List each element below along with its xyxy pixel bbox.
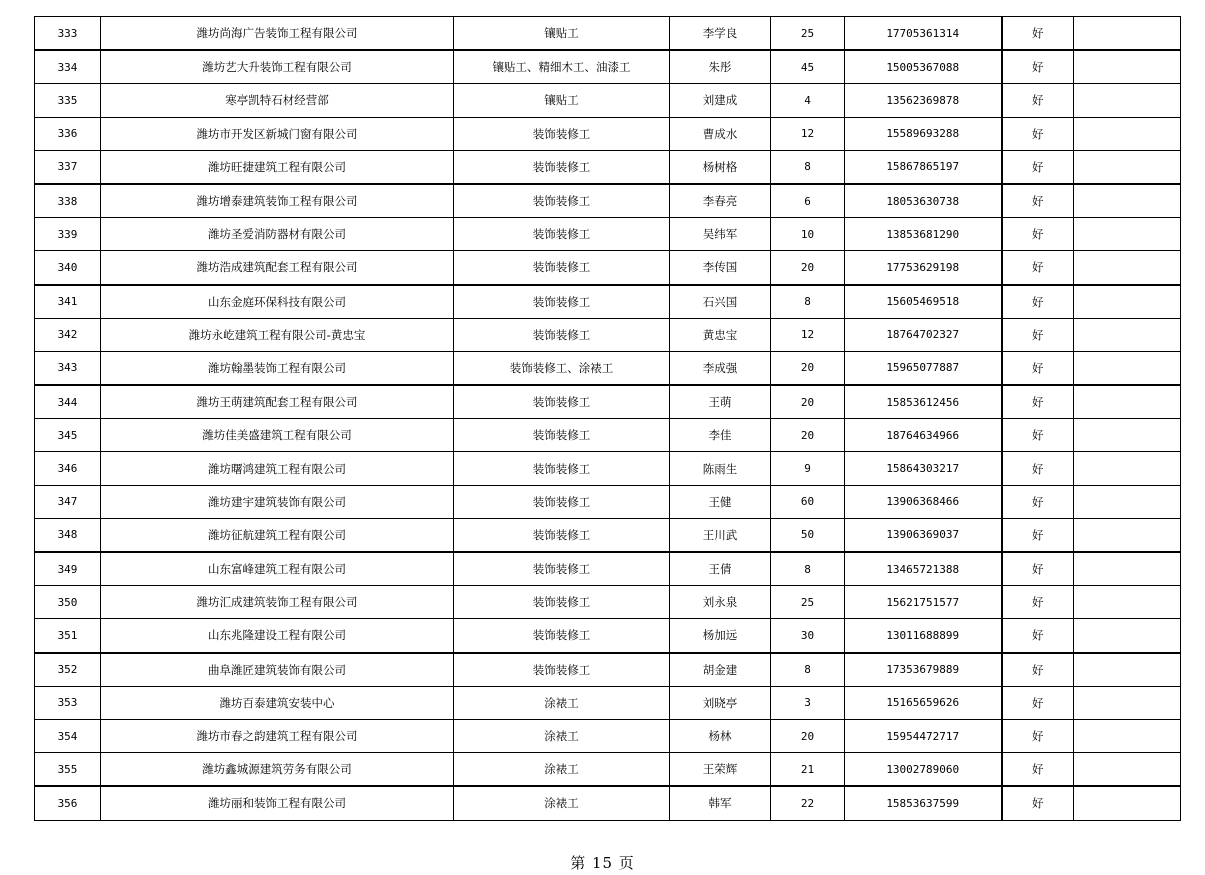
row-number-cell: 345 (35, 419, 101, 452)
row-number-cell: 335 (35, 84, 101, 117)
company-name-cell: 潍坊市开发区新城门窗有限公司 (101, 117, 454, 150)
trade-type-cell: 装饰装修工 (454, 184, 670, 218)
contact-person-cell: 杨加远 (670, 619, 771, 653)
contact-person-cell: 刘建成 (670, 84, 771, 117)
rating-cell: 好 (1002, 351, 1074, 385)
trade-type-cell: 装饰装修工 (454, 485, 670, 518)
row-number-cell: 337 (35, 150, 101, 184)
phone-number-cell: 15005367088 (845, 50, 1002, 84)
contact-person-cell: 陈雨生 (670, 452, 771, 485)
rating-cell: 好 (1002, 518, 1074, 552)
contact-person-cell: 王倩 (670, 552, 771, 586)
row-number-cell: 355 (35, 753, 101, 787)
table-row (35, 586, 1181, 619)
remark-cell (1074, 17, 1181, 51)
trade-type-cell: 装饰装修工 (454, 419, 670, 452)
phone-number-cell: 18053630738 (845, 184, 1002, 218)
row-number-cell: 354 (35, 719, 101, 752)
remark-cell (1074, 452, 1181, 485)
worker-count-cell: 25 (771, 586, 845, 619)
company-name-cell: 潍坊征航建筑工程有限公司 (101, 518, 454, 552)
row-number-cell: 356 (35, 786, 101, 820)
contact-person-cell: 李佳 (670, 419, 771, 452)
trade-type-cell: 装饰装修工 (454, 586, 670, 619)
remark-cell (1074, 184, 1181, 218)
rating-cell: 好 (1002, 719, 1074, 752)
table-row (35, 318, 1181, 351)
contact-person-cell: 杨林 (670, 719, 771, 752)
company-name-cell: 曲阜潍匠建筑装饰有限公司 (101, 653, 454, 687)
company-name-cell: 潍坊建宇建筑装饰有限公司 (101, 485, 454, 518)
company-name-cell: 山东金庭环保科技有限公司 (101, 285, 454, 319)
row-number-cell: 343 (35, 351, 101, 385)
company-name-cell: 潍坊佳美盛建筑工程有限公司 (101, 419, 454, 452)
worker-count-cell: 4 (771, 84, 845, 117)
row-number-cell: 349 (35, 552, 101, 586)
worker-count-cell: 50 (771, 518, 845, 552)
contact-person-cell: 吴纬军 (670, 218, 771, 251)
phone-number-cell: 15867865197 (845, 150, 1002, 184)
table-row (35, 619, 1181, 653)
phone-number-cell: 13465721388 (845, 552, 1002, 586)
trade-type-cell: 装饰装修工 (454, 518, 670, 552)
row-number-cell: 340 (35, 251, 101, 285)
table-row (35, 285, 1181, 319)
rating-cell: 好 (1002, 552, 1074, 586)
remark-cell (1074, 285, 1181, 319)
phone-number-cell: 15605469518 (845, 285, 1002, 319)
company-name-cell: 潍坊艺大升装饰工程有限公司 (101, 50, 454, 84)
phone-number-cell: 15965077887 (845, 351, 1002, 385)
worker-count-cell: 20 (771, 351, 845, 385)
contact-person-cell: 刘永泉 (670, 586, 771, 619)
trade-type-cell: 涂裱工 (454, 719, 670, 752)
row-number-cell: 353 (35, 686, 101, 719)
table-row (35, 786, 1181, 820)
company-name-cell: 寒亭凯特石材经营部 (101, 84, 454, 117)
company-name-cell: 潍坊王萌建筑配套工程有限公司 (101, 385, 454, 419)
table-row (35, 218, 1181, 251)
phone-number-cell: 13906368466 (845, 485, 1002, 518)
worker-count-cell: 20 (771, 385, 845, 419)
trade-type-cell: 镶贴工 (454, 17, 670, 51)
trade-type-cell: 装饰装修工 (454, 318, 670, 351)
contact-person-cell: 李春亮 (670, 184, 771, 218)
contact-person-cell: 石兴国 (670, 285, 771, 319)
company-name-cell: 潍坊圣爱消防器材有限公司 (101, 218, 454, 251)
remark-cell (1074, 653, 1181, 687)
table-row (35, 50, 1181, 84)
company-name-cell: 山东兆隆建设工程有限公司 (101, 619, 454, 653)
rating-cell: 好 (1002, 251, 1074, 285)
table-row (35, 251, 1181, 285)
contact-person-cell: 李传国 (670, 251, 771, 285)
row-number-cell: 339 (35, 218, 101, 251)
contact-person-cell: 王健 (670, 485, 771, 518)
remark-cell (1074, 786, 1181, 820)
remark-cell (1074, 50, 1181, 84)
table-row (35, 84, 1181, 117)
contact-person-cell: 王荣辉 (670, 753, 771, 787)
table-row (35, 518, 1181, 552)
remark-cell (1074, 753, 1181, 787)
table-row (35, 485, 1181, 518)
phone-number-cell: 15589693288 (845, 117, 1002, 150)
rating-cell: 好 (1002, 419, 1074, 452)
company-name-cell: 潍坊旺捷建筑工程有限公司 (101, 150, 454, 184)
phone-number-cell: 15621751577 (845, 586, 1002, 619)
remark-cell (1074, 552, 1181, 586)
phone-number-cell: 13002789060 (845, 753, 1002, 787)
company-name-cell: 潍坊丽和装饰工程有限公司 (101, 786, 454, 820)
trade-type-cell: 装饰装修工 (454, 117, 670, 150)
row-number-cell: 334 (35, 50, 101, 84)
worker-count-cell: 30 (771, 619, 845, 653)
remark-cell (1074, 218, 1181, 251)
phone-number-cell: 17705361314 (845, 17, 1002, 51)
remark-cell (1074, 385, 1181, 419)
phone-number-cell: 15954472717 (845, 719, 1002, 752)
remark-cell (1074, 351, 1181, 385)
row-number-cell: 346 (35, 452, 101, 485)
remark-cell (1074, 84, 1181, 117)
phone-number-cell: 17753629198 (845, 251, 1002, 285)
remark-cell (1074, 586, 1181, 619)
phone-number-cell: 15864303217 (845, 452, 1002, 485)
table-body (35, 17, 1181, 821)
worker-count-cell: 8 (771, 653, 845, 687)
rating-cell: 好 (1002, 485, 1074, 518)
rating-cell: 好 (1002, 150, 1074, 184)
trade-type-cell: 装饰装修工 (454, 552, 670, 586)
worker-count-cell: 3 (771, 686, 845, 719)
remark-cell (1074, 419, 1181, 452)
trade-type-cell: 装饰装修工 (454, 385, 670, 419)
contact-person-cell: 曹成水 (670, 117, 771, 150)
table-row (35, 184, 1181, 218)
table-row (35, 385, 1181, 419)
company-name-cell: 潍坊百泰建筑安装中心 (101, 686, 454, 719)
contact-person-cell: 胡金建 (670, 653, 771, 687)
worker-count-cell: 45 (771, 50, 845, 84)
trade-type-cell: 镶贴工 (454, 84, 670, 117)
worker-count-cell: 12 (771, 117, 845, 150)
company-name-cell: 潍坊翰墨装饰工程有限公司 (101, 351, 454, 385)
contact-person-cell: 刘晓亭 (670, 686, 771, 719)
company-name-cell: 潍坊浩成建筑配套工程有限公司 (101, 251, 454, 285)
phone-number-cell: 13906369037 (845, 518, 1002, 552)
worker-count-cell: 12 (771, 318, 845, 351)
row-number-cell: 350 (35, 586, 101, 619)
rating-cell: 好 (1002, 285, 1074, 319)
remark-cell (1074, 150, 1181, 184)
worker-count-cell: 22 (771, 786, 845, 820)
worker-count-cell: 20 (771, 419, 845, 452)
phone-number-cell: 13011688899 (845, 619, 1002, 653)
table-row (35, 686, 1181, 719)
worker-count-cell: 6 (771, 184, 845, 218)
rating-cell: 好 (1002, 586, 1074, 619)
row-number-cell: 352 (35, 653, 101, 687)
contact-person-cell: 朱彤 (670, 50, 771, 84)
rating-cell: 好 (1002, 786, 1074, 820)
trade-type-cell: 涂裱工 (454, 686, 670, 719)
rating-cell: 好 (1002, 653, 1074, 687)
company-name-cell: 潍坊尚海广告装饰工程有限公司 (101, 17, 454, 51)
worker-count-cell: 9 (771, 452, 845, 485)
remark-cell (1074, 719, 1181, 752)
worker-count-cell: 20 (771, 251, 845, 285)
remark-cell (1074, 619, 1181, 653)
contact-person-cell: 王萌 (670, 385, 771, 419)
trade-type-cell: 装饰装修工 (454, 653, 670, 687)
phone-number-cell: 17353679889 (845, 653, 1002, 687)
row-number-cell: 336 (35, 117, 101, 150)
worker-count-cell: 20 (771, 719, 845, 752)
trade-type-cell: 镶贴工、精细木工、油漆工 (454, 50, 670, 84)
phone-number-cell: 18764702327 (845, 318, 1002, 351)
table-row (35, 117, 1181, 150)
table-row (35, 17, 1181, 51)
rating-cell: 好 (1002, 84, 1074, 117)
table-row (35, 719, 1181, 752)
table-row (35, 653, 1181, 687)
rating-cell: 好 (1002, 184, 1074, 218)
trade-type-cell: 装饰装修工 (454, 619, 670, 653)
company-table (34, 16, 1181, 821)
table-row (35, 753, 1181, 787)
company-name-cell: 潍坊鑫城源建筑劳务有限公司 (101, 753, 454, 787)
phone-number-cell: 13562369878 (845, 84, 1002, 117)
rating-cell: 好 (1002, 686, 1074, 719)
remark-cell (1074, 117, 1181, 150)
trade-type-cell: 装饰装修工 (454, 150, 670, 184)
trade-type-cell: 装饰装修工 (454, 285, 670, 319)
phone-number-cell: 15165659626 (845, 686, 1002, 719)
table-row (35, 419, 1181, 452)
row-number-cell: 344 (35, 385, 101, 419)
worker-count-cell: 25 (771, 17, 845, 51)
trade-type-cell: 涂裱工 (454, 753, 670, 787)
table-row (35, 351, 1181, 385)
table-row (35, 552, 1181, 586)
rating-cell: 好 (1002, 50, 1074, 84)
contact-person-cell: 李成强 (670, 351, 771, 385)
contact-person-cell: 王川武 (670, 518, 771, 552)
rating-cell: 好 (1002, 619, 1074, 653)
phone-number-cell: 13853681290 (845, 218, 1002, 251)
company-name-cell: 潍坊永屹建筑工程有限公司-黄忠宝 (101, 318, 454, 351)
contact-person-cell: 李学良 (670, 17, 771, 51)
phone-number-cell: 18764634966 (845, 419, 1002, 452)
contact-person-cell: 韩军 (670, 786, 771, 820)
row-number-cell: 333 (35, 17, 101, 51)
remark-cell (1074, 251, 1181, 285)
row-number-cell: 348 (35, 518, 101, 552)
rating-cell: 好 (1002, 385, 1074, 419)
table-row (35, 150, 1181, 184)
rating-cell: 好 (1002, 452, 1074, 485)
row-number-cell: 341 (35, 285, 101, 319)
row-number-cell: 351 (35, 619, 101, 653)
row-number-cell: 342 (35, 318, 101, 351)
company-name-cell: 潍坊市春之韵建筑工程有限公司 (101, 719, 454, 752)
rating-cell: 好 (1002, 753, 1074, 787)
contact-person-cell: 杨树格 (670, 150, 771, 184)
company-name-cell: 潍坊汇成建筑装饰工程有限公司 (101, 586, 454, 619)
company-name-cell: 潍坊曙鸿建筑工程有限公司 (101, 452, 454, 485)
page-number: 第 15 页 (570, 854, 635, 872)
remark-cell (1074, 686, 1181, 719)
company-name-cell: 潍坊增泰建筑装饰工程有限公司 (101, 184, 454, 218)
worker-count-cell: 60 (771, 485, 845, 518)
trade-type-cell: 装饰装修工、涂裱工 (454, 351, 670, 385)
rating-cell: 好 (1002, 17, 1074, 51)
phone-number-cell: 15853637599 (845, 786, 1002, 820)
worker-count-cell: 8 (771, 150, 845, 184)
worker-count-cell: 8 (771, 285, 845, 319)
row-number-cell: 347 (35, 485, 101, 518)
worker-count-cell: 21 (771, 753, 845, 787)
rating-cell: 好 (1002, 117, 1074, 150)
trade-type-cell: 装饰装修工 (454, 218, 670, 251)
rating-cell: 好 (1002, 218, 1074, 251)
trade-type-cell: 装饰装修工 (454, 452, 670, 485)
trade-type-cell: 涂裱工 (454, 786, 670, 820)
worker-count-cell: 10 (771, 218, 845, 251)
worker-count-cell: 8 (771, 552, 845, 586)
trade-type-cell: 装饰装修工 (454, 251, 670, 285)
remark-cell (1074, 518, 1181, 552)
remark-cell (1074, 318, 1181, 351)
contact-person-cell: 黄忠宝 (670, 318, 771, 351)
company-name-cell: 山东富峰建筑工程有限公司 (101, 552, 454, 586)
remark-cell (1074, 485, 1181, 518)
phone-number-cell: 15853612456 (845, 385, 1002, 419)
rating-cell: 好 (1002, 318, 1074, 351)
table-row (35, 452, 1181, 485)
row-number-cell: 338 (35, 184, 101, 218)
